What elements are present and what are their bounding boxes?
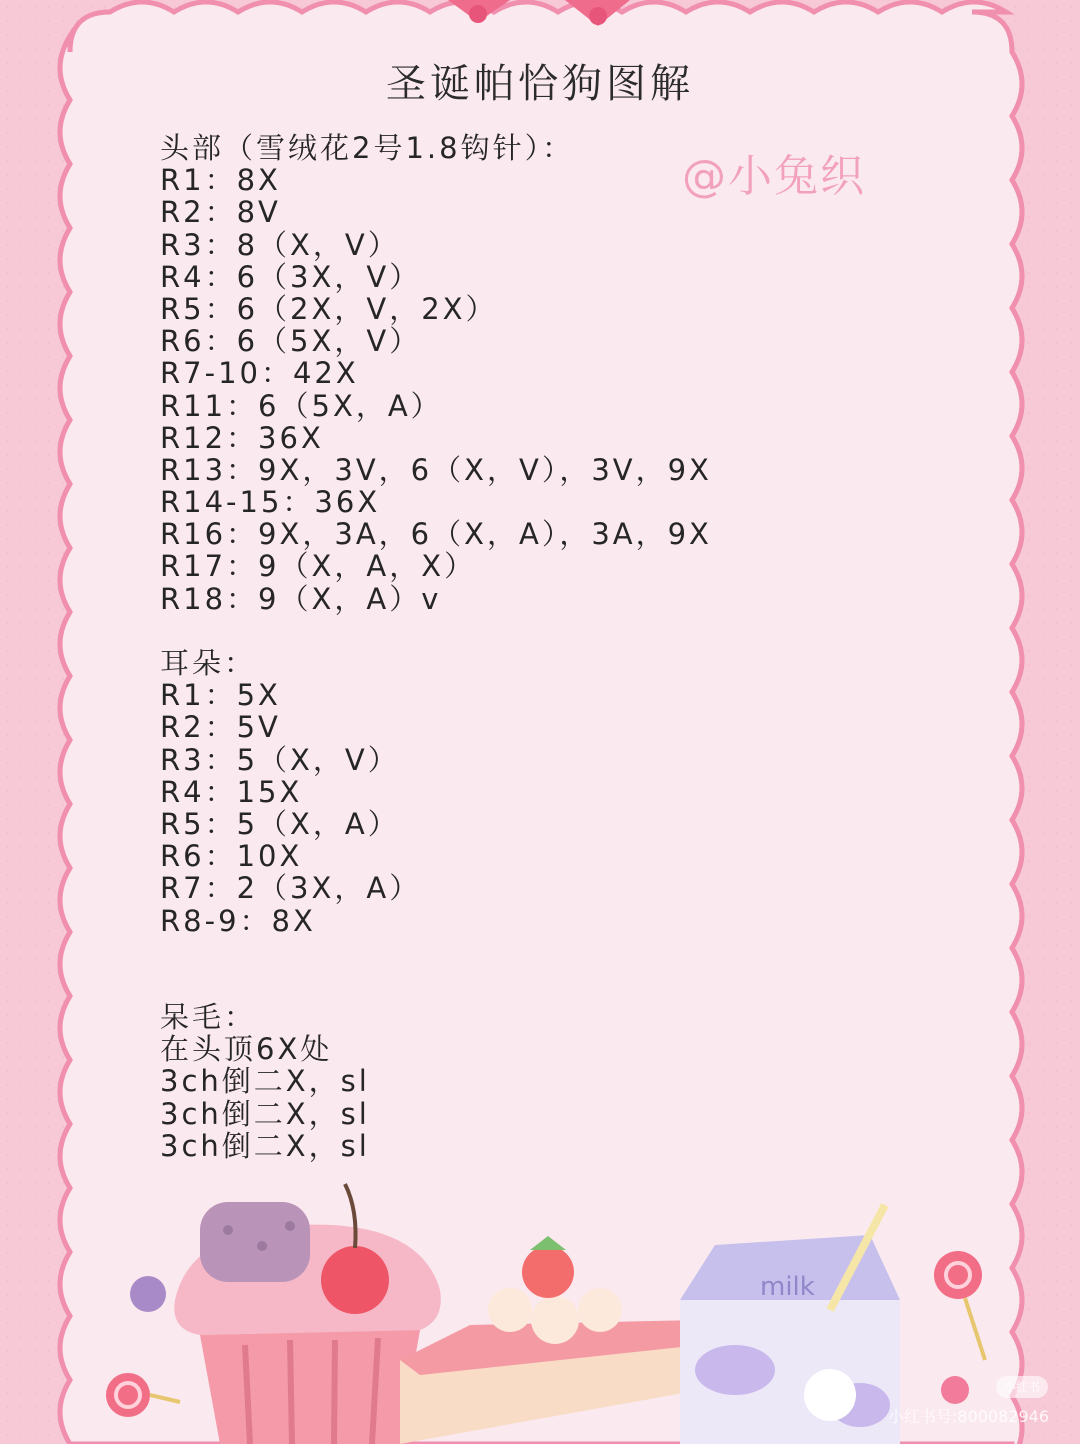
pattern-row: R18：9（X，A）v bbox=[160, 581, 442, 616]
lollipop-icon bbox=[106, 1276, 180, 1417]
pattern-row: R17：9（X，A，X） bbox=[160, 549, 477, 584]
pattern-row: R16：9X，3A，6（X，A），3A，9X bbox=[160, 517, 712, 552]
pattern-row: R6：6（5X，V） bbox=[160, 324, 422, 359]
pattern-row: 在头顶6X处 bbox=[160, 1032, 333, 1067]
pattern-row: R4：15X bbox=[160, 774, 303, 809]
lollipop-icon bbox=[934, 1251, 985, 1404]
pattern-row: R11：6（5X，A） bbox=[160, 388, 443, 423]
page-title: 圣诞帕恰狗图解 bbox=[386, 61, 694, 107]
xhs-id-watermark: 小红书号:800082946 bbox=[888, 1407, 1050, 1426]
pattern-row: R7-10：42X bbox=[160, 356, 359, 391]
spacer bbox=[160, 969, 880, 1001]
pattern-row: R3：5（X，V） bbox=[160, 742, 400, 777]
section-heading: 呆毛： bbox=[160, 1000, 257, 1035]
crochet-pattern bbox=[160, 132, 880, 1162]
pattern-row: 3ch倒二X，sl bbox=[160, 1128, 370, 1163]
milk-label: milk bbox=[760, 1272, 815, 1302]
milk-carton-icon bbox=[680, 1205, 900, 1444]
section-heading: 头部（雪绒花2号1.8钩针）： bbox=[160, 131, 575, 165]
spacer bbox=[160, 615, 880, 647]
pattern-row: R2：8V bbox=[160, 195, 281, 230]
tuft-section bbox=[160, 1001, 880, 1162]
pattern-row: R4：6（3X，V） bbox=[160, 259, 422, 294]
head-section bbox=[160, 132, 880, 615]
cake-slice-icon bbox=[400, 1236, 700, 1444]
spacer bbox=[160, 937, 880, 969]
pattern-row: R1：8X bbox=[160, 163, 281, 198]
ears-section bbox=[160, 647, 880, 937]
pattern-row: R5：6（2X，V，2X） bbox=[160, 291, 498, 326]
dessert-illustration bbox=[0, 1170, 1080, 1444]
pattern-row: 3ch倒二X，sl bbox=[160, 1096, 370, 1131]
pattern-row: R7：2（3X，A） bbox=[160, 871, 422, 906]
pattern-row: R5：5（X，A） bbox=[160, 806, 400, 841]
pattern-row: R6：10X bbox=[160, 839, 303, 874]
pattern-row: R8-9：8X bbox=[160, 903, 316, 938]
pattern-row: R1：5X bbox=[160, 678, 281, 713]
pattern-row: 3ch倒二X，sl bbox=[160, 1064, 370, 1099]
section-heading: 耳朵： bbox=[160, 646, 257, 680]
pattern-row: R13：9X，3V，6（X，V），3V，9X bbox=[160, 452, 712, 487]
pattern-row: R14-15：36X bbox=[160, 485, 381, 520]
pattern-row: R2：5V bbox=[160, 710, 281, 745]
author-watermark: @小兔织 bbox=[682, 151, 866, 202]
xhs-logo-badge: 小红书 bbox=[996, 1376, 1048, 1398]
pattern-row: R12：36X bbox=[160, 420, 324, 455]
pattern-row: R3：8（X，V） bbox=[160, 227, 400, 262]
